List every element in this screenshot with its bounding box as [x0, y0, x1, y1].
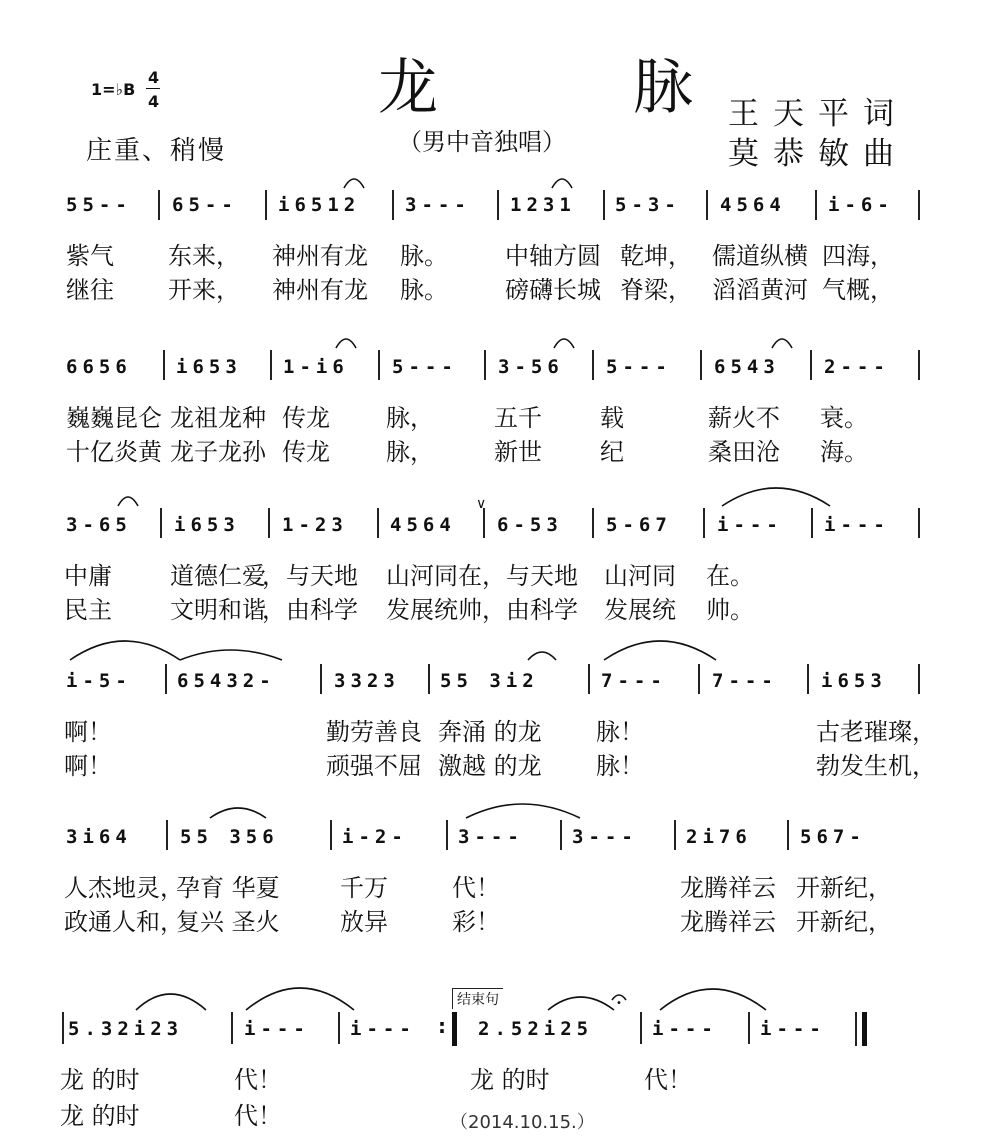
measure-1-6: 5-3-	[615, 194, 681, 216]
lyric: 传龙	[282, 438, 330, 466]
breath-mark: ∨	[476, 496, 487, 512]
lyric: 衰。	[820, 404, 868, 432]
lyric: 代！	[644, 1066, 692, 1094]
lyric: 新世	[494, 438, 542, 466]
measure-3-2: i653	[174, 514, 240, 536]
measure-1-5: 1231	[510, 194, 576, 216]
lyric: 纪	[600, 438, 624, 466]
subtitle: （男中音独唱）	[398, 128, 566, 156]
lyric: 神州有龙	[272, 276, 368, 304]
lyric: 载	[600, 404, 624, 432]
lyric: 激越 的龙	[438, 752, 542, 780]
measure-1-7: 4564	[720, 194, 786, 216]
measure-3-5: 6-53	[497, 514, 563, 536]
lyric: 复兴 圣火	[176, 908, 280, 936]
lyric: 龙 的时	[470, 1066, 550, 1094]
measure-2-5: 3-56	[498, 356, 564, 378]
time-signature-bottom: 4	[148, 92, 160, 111]
measure-3-8: i---	[824, 514, 890, 536]
measure-3-4: 4564	[390, 514, 456, 536]
lyric: 传龙	[282, 404, 330, 432]
lyric: 奔涌 的龙	[438, 718, 542, 746]
lyric: 龙 的时	[60, 1102, 140, 1130]
lyric: 中轴方圆	[505, 242, 601, 270]
lyric: 气概，	[822, 276, 894, 304]
lyric: ，由科学	[482, 596, 578, 624]
fermata-dot: •	[616, 998, 622, 1009]
lyric: 啊！	[64, 718, 112, 746]
lyric: 脉，	[386, 438, 434, 466]
lyric: 紫气	[66, 242, 114, 270]
lyric: 脊梁，	[620, 276, 692, 304]
lyric: 薪火不	[708, 404, 780, 432]
lyric: 政通人和，	[64, 908, 184, 936]
lyric: 帅。	[706, 596, 754, 624]
lyric: 脉。	[400, 276, 448, 304]
measure-4-3: 3323	[334, 670, 400, 692]
date-note: （2014.10.15.）	[450, 1112, 595, 1133]
lyric: 开来，	[168, 276, 240, 304]
key-signature: 1=♭B	[91, 80, 136, 99]
measure-6-1: 5.32i23	[68, 1018, 184, 1040]
measure-4-1: i-5-	[66, 670, 132, 692]
lyric: 五千	[494, 404, 542, 432]
lyric: 古老璀璨，	[816, 718, 936, 746]
measure-2-7: 6543	[714, 356, 780, 378]
page-title: 龙 脉	[378, 53, 782, 123]
lyric: 顽强不屈	[326, 752, 422, 780]
lyric: ，与天地	[262, 562, 358, 590]
lyric: 龙 的时	[60, 1066, 140, 1094]
lyric: 彩！	[452, 908, 500, 936]
measure-1-2: 65--	[172, 194, 238, 216]
lyric: 龙腾祥云	[680, 874, 776, 902]
ending-label: 结束句	[452, 988, 503, 1009]
measure-5-4: 3---	[458, 826, 524, 848]
tempo-marking: 庄重、稍慢	[86, 136, 227, 166]
measure-1-1: 55--	[66, 194, 132, 216]
time-signature-top: 4	[148, 68, 160, 87]
measure-2-1: 6656	[66, 356, 132, 378]
lyricist-credit: 王天平词	[728, 96, 908, 132]
measure-2-3: 1-i6	[283, 356, 349, 378]
lyric: 继往	[66, 276, 114, 304]
lyric: 龙祖龙种	[170, 404, 266, 432]
lyric: 中庸	[64, 562, 112, 590]
lyric: 乾坤，	[620, 242, 692, 270]
measure-3-7: i---	[717, 514, 783, 536]
lyric: 开新纪，	[796, 874, 892, 902]
lyric: 东来，	[168, 242, 240, 270]
measure-5-5: 3---	[572, 826, 638, 848]
lyric: 脉！	[596, 752, 644, 780]
measure-6-4: 2.52i25	[478, 1018, 594, 1040]
measure-5-3: i-2-	[342, 826, 408, 848]
measure-5-1: 3i64	[66, 826, 132, 848]
lyric: 十亿炎黄	[66, 438, 162, 466]
lyric: 代！	[452, 874, 500, 902]
lyric: 儒道纵横	[712, 242, 808, 270]
lyric: 文明和谐	[170, 596, 266, 624]
repeat-dots: :	[438, 1014, 446, 1038]
composer-credit: 莫恭敏曲	[728, 136, 908, 172]
lyric: 道德仁爱	[170, 562, 266, 590]
lyric: 山河同在	[386, 562, 482, 590]
lyric: 桑田沧	[708, 438, 780, 466]
lyric: 脉！	[596, 718, 644, 746]
lyric: 孕育 华夏	[176, 874, 280, 902]
lyric: 海。	[820, 438, 868, 466]
measure-3-6: 5-67	[606, 514, 672, 536]
lyric: 磅礴长城	[505, 276, 601, 304]
measure-3-1: 3-65	[66, 514, 132, 536]
lyric: 开新纪，	[796, 908, 892, 936]
measure-2-4: 5---	[392, 356, 458, 378]
measure-4-2: 65432-	[177, 670, 276, 692]
lyric: 滔滔黄河	[712, 276, 808, 304]
lyric: 勃发生机，	[816, 752, 936, 780]
lyric: 放异	[340, 908, 388, 936]
lyric: 发展统	[604, 596, 676, 624]
measure-5-6: 2i76	[686, 826, 752, 848]
measure-6-2: i---	[244, 1018, 310, 1040]
lyric: 在。	[706, 562, 754, 590]
lyric: 人杰地灵，	[64, 874, 184, 902]
measure-5-2: 55 356	[180, 826, 279, 848]
lyric: 山河同	[604, 562, 676, 590]
lyric: 脉，	[386, 404, 434, 432]
lyric: 千万	[340, 874, 388, 902]
measure-2-8: 2---	[824, 356, 890, 378]
lyric: 龙腾祥云	[680, 908, 776, 936]
lyric: 神州有龙	[272, 242, 368, 270]
measure-4-4: 55 3i2	[440, 670, 539, 692]
lyric: 勤劳善良	[326, 718, 422, 746]
measure-4-5: 7---	[601, 670, 667, 692]
lyric: 龙子龙孙	[170, 438, 266, 466]
measure-2-2: i653	[176, 356, 242, 378]
measure-1-3: i6512	[278, 194, 361, 216]
measure-4-6: 7---	[712, 670, 778, 692]
lyric: ，与天地	[482, 562, 578, 590]
lyric: 啊！	[64, 752, 112, 780]
measure-4-7: i653	[821, 670, 887, 692]
lyric: 四海，	[822, 242, 894, 270]
lyric: 代！	[234, 1066, 282, 1094]
lyric: 代！	[234, 1102, 282, 1130]
lyric: 脉。	[400, 242, 448, 270]
measure-6-5: i---	[652, 1018, 718, 1040]
lyric: 民主	[64, 596, 112, 624]
measure-6-3: i---	[350, 1018, 416, 1040]
measure-2-6: 5---	[606, 356, 672, 378]
lyric: 发展统帅	[386, 596, 482, 624]
measure-3-3: 1-23	[282, 514, 348, 536]
lyric: ，由科学	[262, 596, 358, 624]
measure-6-6: i---	[760, 1018, 826, 1040]
measure-1-4: 3---	[405, 194, 471, 216]
lyric: 巍巍昆仑	[66, 404, 162, 432]
measure-5-7: 567-	[800, 826, 866, 848]
measure-1-8: i-6-	[828, 194, 894, 216]
